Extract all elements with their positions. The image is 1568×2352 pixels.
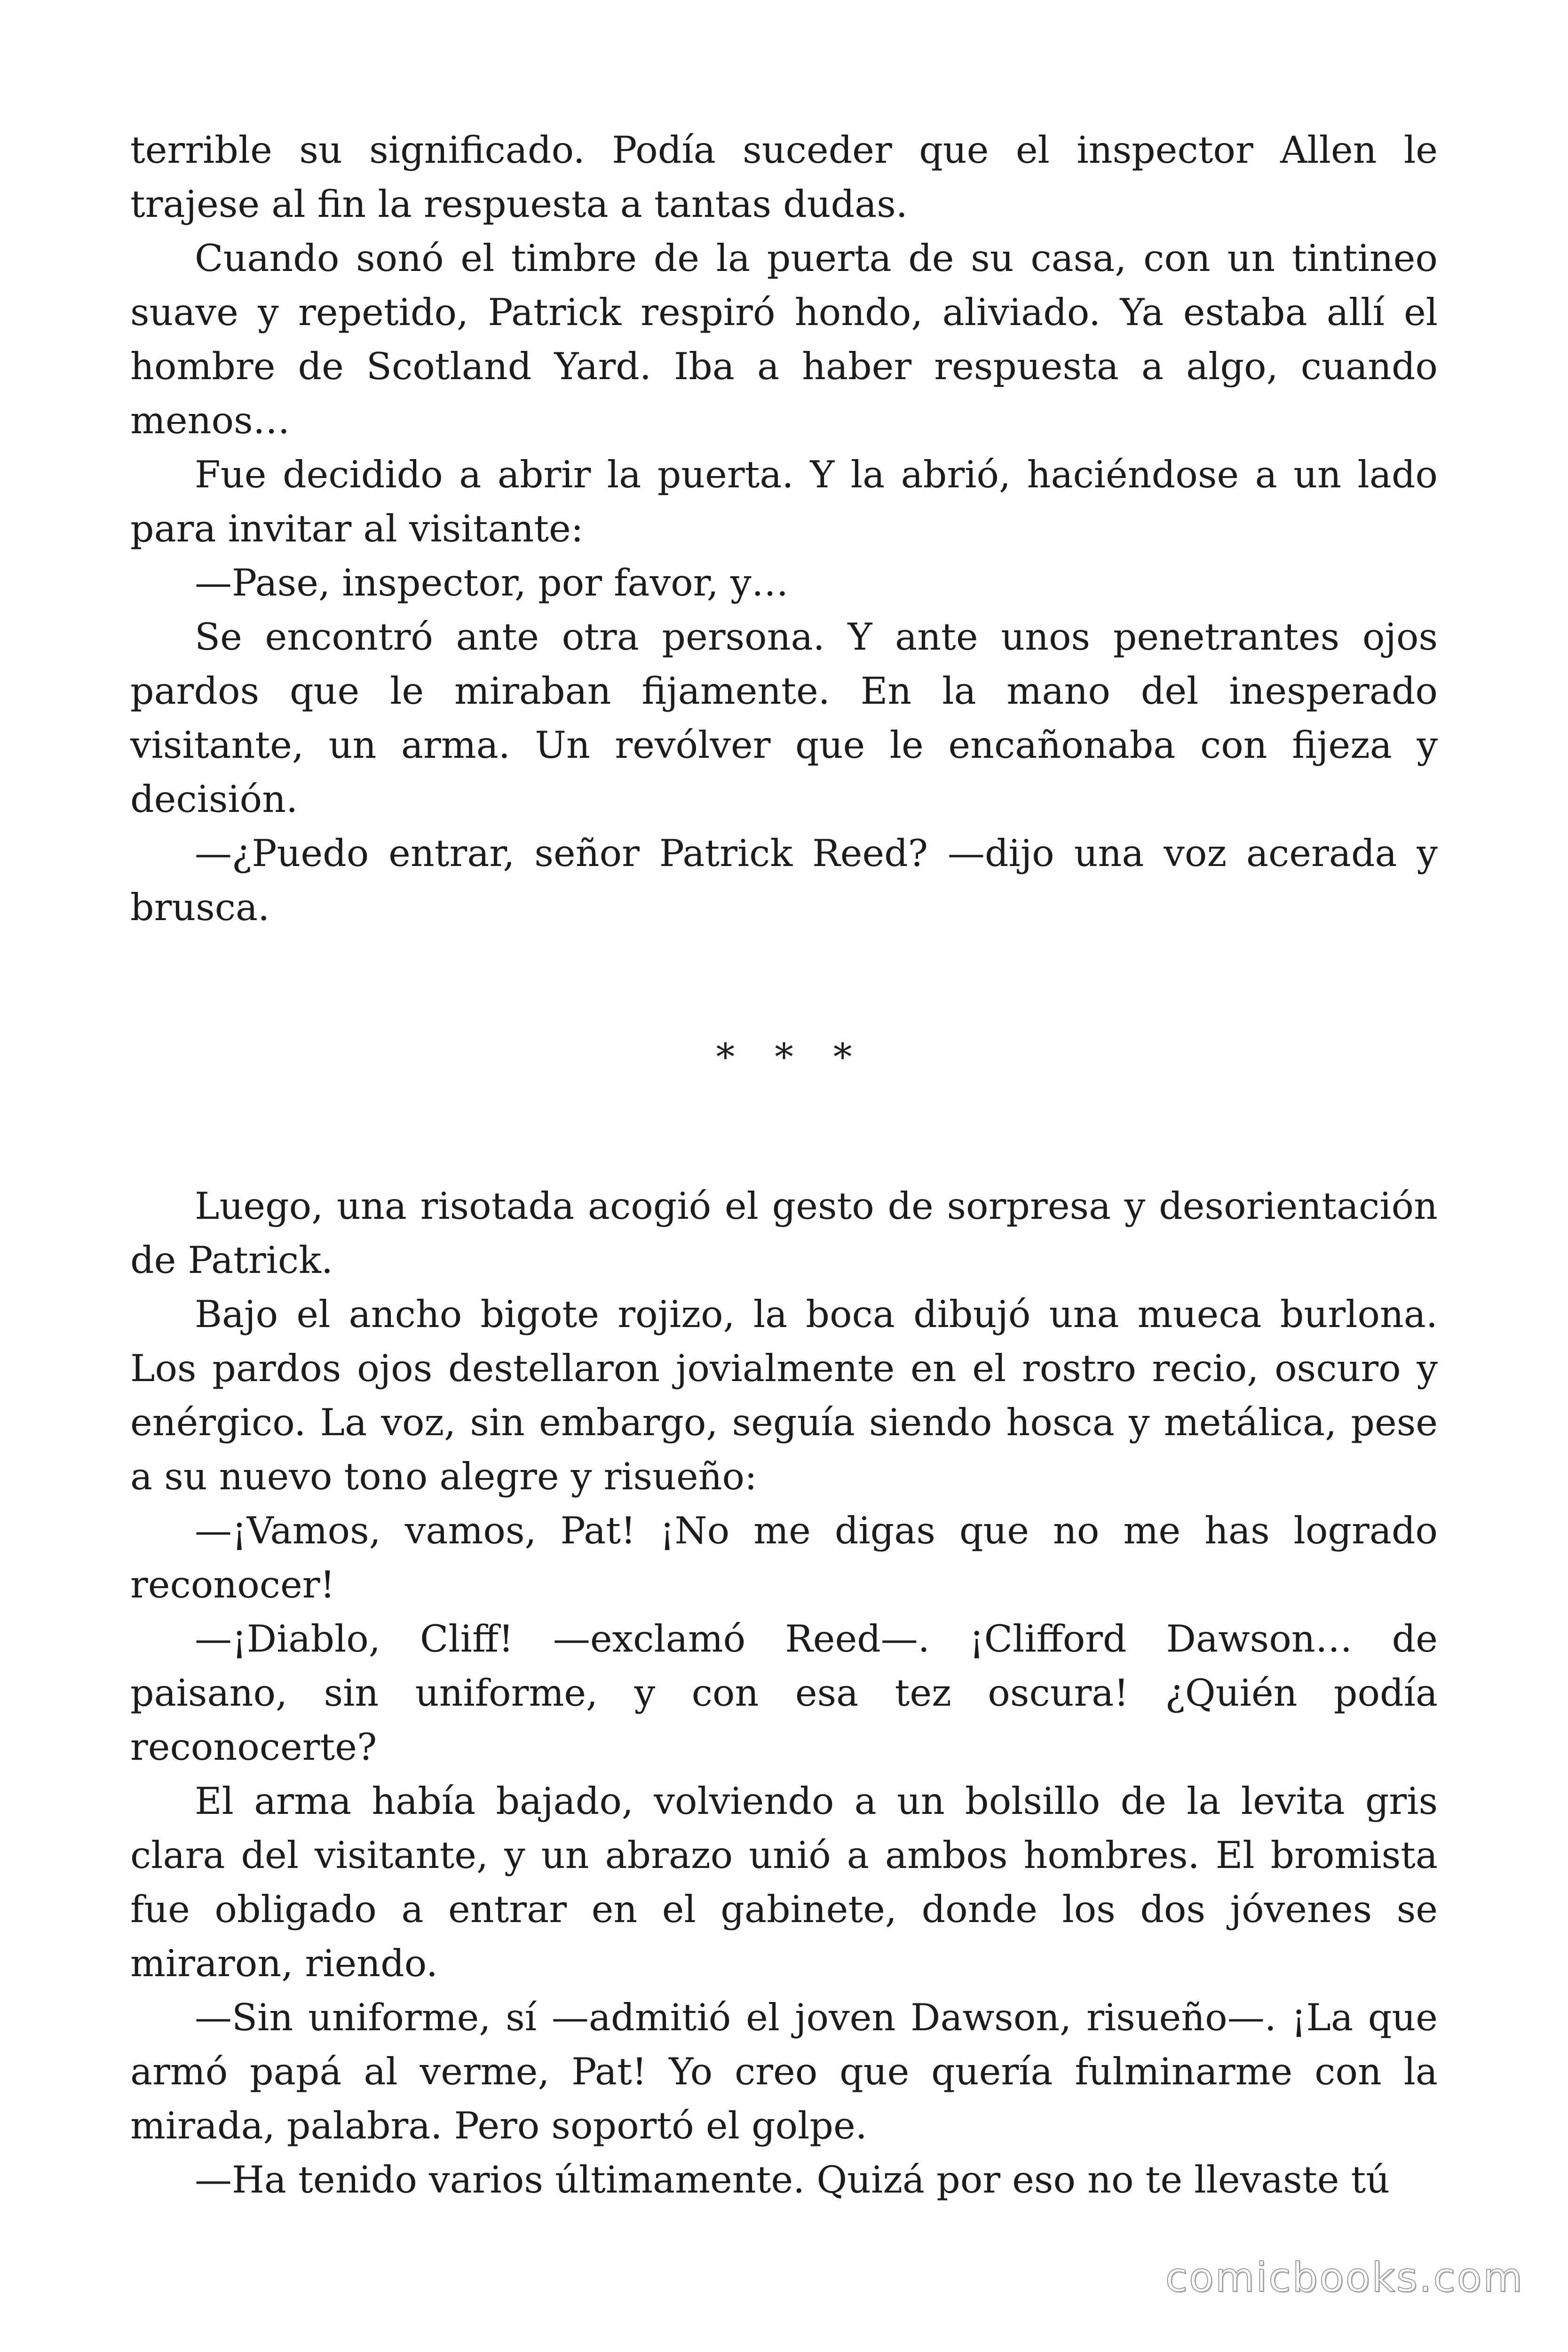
book-page-text: [130, 123, 1438, 2207]
dialogue-pase-inspector: —Pase, inspector, por favor, y…: [195, 561, 789, 604]
dialogue-puedo-entrar: —¿Puedo entrar, señor Patrick Reed? —dijo una voz acerada y brusca.: [130, 832, 1438, 929]
dialogue-ha-tenido: —Ha tenido varios últimamente. Quizá por eso no te llevaste tú: [195, 2158, 1390, 2201]
paragraph-abrazo: El arma había bajado, volviendo a un bolsillo de la levita gris clara del visitante, y un abrazo unió a ambos hombres. El bromista fue obligado a entrar en el gabinete, donde los dos jóvenes se miraron, riendo.: [130, 1780, 1438, 1985]
scene-break-asterisks: * * *: [716, 1035, 866, 1079]
dialogue-sin-uniforme: —Sin uniforme, sí —admitió el joven Dawson, risueño—. ¡La que armó papá al verme, Pat! Yo creo que quería fulminarme con la mirada, palabra. Pero soportó el golpe.: [130, 1996, 1438, 2147]
paragraph-doorbell: Cuando sonó el timbre de la puerta de su casa, con un tintineo suave y repetido, Patrick respiró hondo, aliviado. Ya estaba allí el hombre de Scotland Yard. Iba a haber respuesta a algo, cuando menos…: [130, 237, 1438, 442]
paragraph-bigote: Bajo el ancho bigote rojizo, la boca dibujó una mueca burlona. Los pardos ojos destellaron jovialmente en el rostro recio, oscuro y enérgico. La voz, sin embargo, seguía siendo hosca y metálica, pese a su nuevo tono alegre y risueño:: [130, 1293, 1438, 1498]
dialogue-diablo-cliff: —¡Diablo, Cliff! —exclamó Reed—. ¡Clifford Dawson… de paisano, sin uniforme, y con esa tez oscura! ¿Quién podía reconocerte?: [130, 1617, 1438, 1769]
paragraph-visitor-revolver: Se encontró ante otra persona. Y ante unos penetrantes ojos pardos que le miraban fijamente. En la mano del inesperado visitante, un arma. Un revólver que le encañonaba con fijeza y decisión.: [130, 615, 1438, 821]
dialogue-vamos-pat: —¡Vamos, vamos, Pat! ¡No me digas que no me has logrado reconocer!: [130, 1509, 1438, 1606]
paragraph-open-door: Fue decidido a abrir la puerta. Y la abrió, haciéndose a un lado para invitar al visitante:: [130, 453, 1438, 550]
paragraph-continuation: terrible su significado. Podía suceder que el inspector Allen le trajese al fin la respuesta a tantas dudas.: [130, 128, 1438, 226]
site-watermark: comicbooks.com: [1165, 2254, 1524, 2301]
paragraph-risotada: Luego, una risotada acogió el gesto de sorpresa y desorientación de Patrick.: [130, 1184, 1438, 1282]
